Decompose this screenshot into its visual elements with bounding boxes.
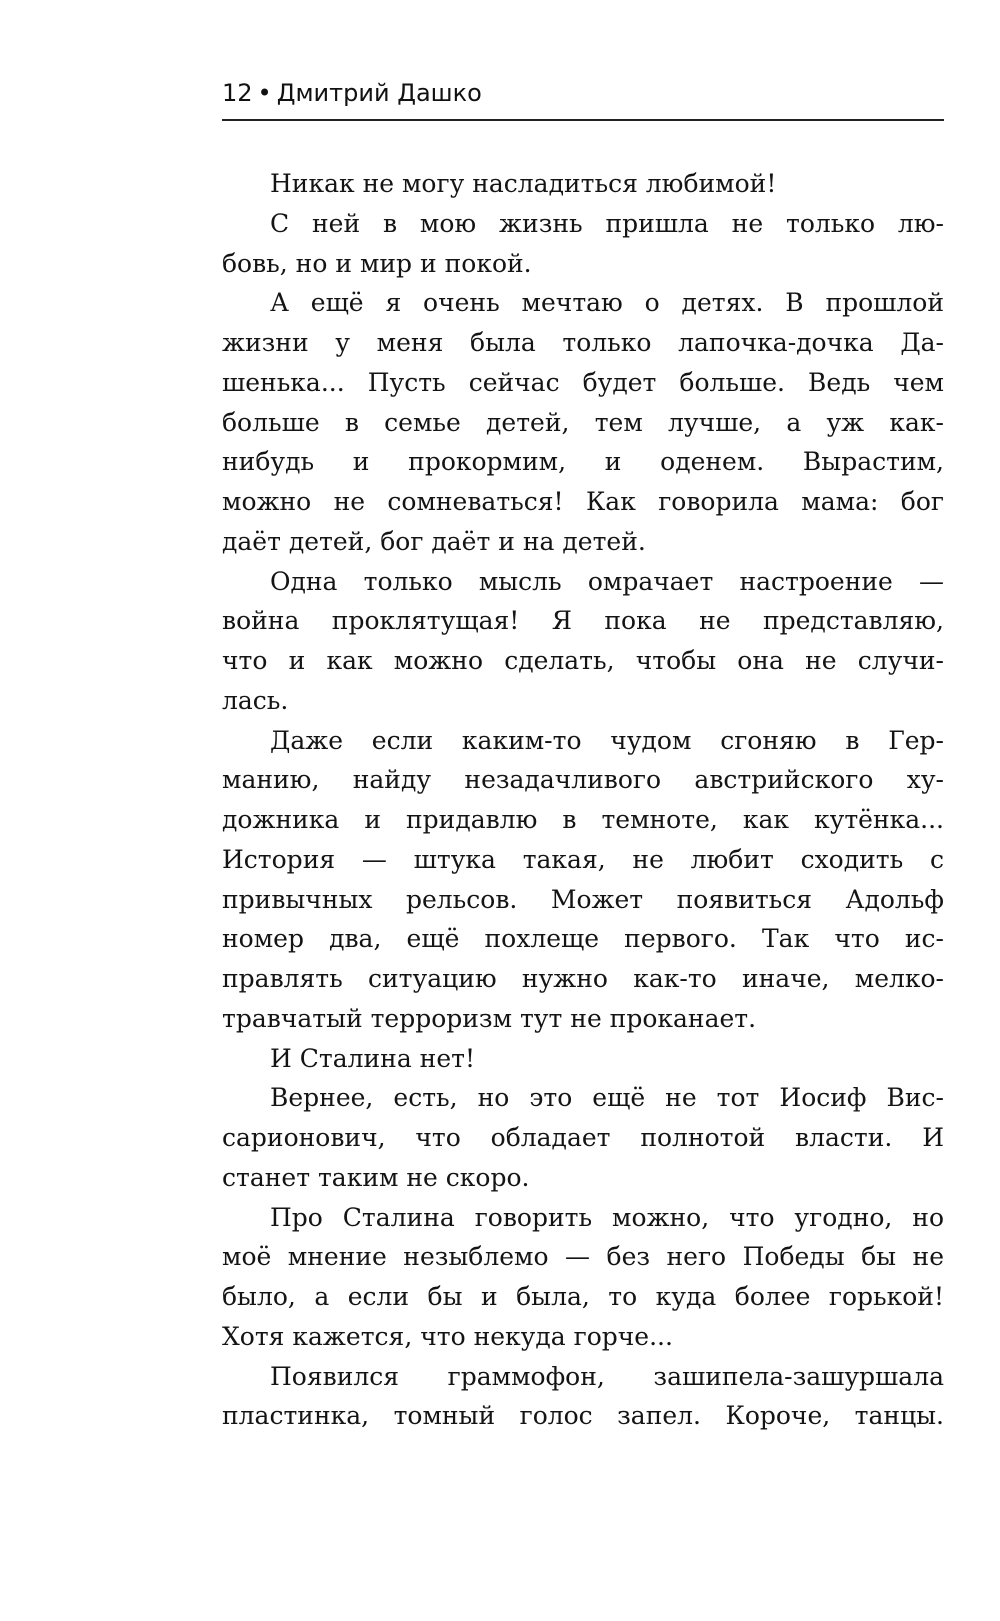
text-line: номер два, ещё похлеще первого. Так что ис- xyxy=(222,924,944,954)
text-line: можно не сомневаться! Как говорила мама: бог xyxy=(222,487,944,516)
text-line: было, а если бы и была, то куда более горькой! xyxy=(222,1282,944,1311)
text-line: А ещё я очень мечтаю о детях. В прошлой xyxy=(270,288,944,318)
text-line: сарионович, что обладает полнотой власти. И xyxy=(222,1123,944,1152)
paragraph xyxy=(222,1198,944,1357)
paragraph xyxy=(222,562,944,721)
text-line: даёт детей, бог даёт и на детей. xyxy=(222,526,646,556)
text-line: лась. xyxy=(222,685,289,715)
paragraph xyxy=(222,204,944,284)
text-line: Про Сталина говорить можно, что угодно, но xyxy=(270,1202,944,1232)
text-line: привычных рельсов. Может появиться Адольф xyxy=(222,884,944,914)
text-line: жизни у меня была только лапочка-дочка Да- xyxy=(222,328,944,357)
body-text xyxy=(222,164,944,1436)
text-line: Никак не могу насладиться любимой! xyxy=(270,169,777,198)
header-rule xyxy=(222,119,944,121)
text-line: Хотя кажется, что некуда горче... xyxy=(222,1321,673,1351)
text-line: моё мнение незыблемо — без него Победы бы не xyxy=(222,1242,944,1272)
text-line: шенька... Пусть сейчас будет больше. Ведь чем xyxy=(222,367,944,397)
text-line: Появился граммофон, зашипела-зашуршала xyxy=(270,1361,944,1391)
paragraph xyxy=(222,1357,944,1437)
author-name: Дмитрий Дашко xyxy=(276,79,482,107)
paragraph xyxy=(222,721,944,1039)
header-separator: • xyxy=(257,79,272,107)
paragraph xyxy=(222,1078,944,1197)
book-page xyxy=(222,0,944,1621)
running-head xyxy=(222,76,482,110)
text-line: С ней в мою жизнь пришла не только лю- xyxy=(270,208,944,238)
text-line: правлять ситуацию нужно как-то иначе, мелко- xyxy=(222,964,944,993)
text-line: дожника и придавлю в темноте, как кутёнка... xyxy=(222,805,944,834)
text-line: станет таким не скоро. xyxy=(222,1162,530,1192)
text-line: манию, найду незадачливого австрийского ху- xyxy=(222,765,944,795)
text-line: бовь, но и мир и покой. xyxy=(222,248,532,278)
paragraph xyxy=(222,1039,944,1079)
text-line: И Сталина нет! xyxy=(270,1043,476,1073)
paragraph xyxy=(222,164,944,204)
text-line: Даже если каким-то чудом сгоняю в Гер- xyxy=(270,725,944,755)
text-line: Одна только мысль омрачает настроение — xyxy=(270,566,944,596)
text-line: Вернее, есть, но это ещё не тот Иосиф Вис- xyxy=(270,1083,944,1113)
text-line: нибудь и прокормим, и оденем. Вырастим, xyxy=(222,447,944,477)
text-line: История — штука такая, не любит сходить с xyxy=(222,844,944,874)
page-number: 12 xyxy=(222,79,253,107)
paragraph xyxy=(222,283,944,561)
text-line: больше в семье детей, тем лучше, а уж как- xyxy=(222,407,944,437)
text-line: что и как можно сделать, чтобы она не случи- xyxy=(222,646,944,675)
text-line: война проклятущая! Я пока не представляю, xyxy=(222,606,944,636)
text-line: травчатый терроризм тут не проканает. xyxy=(222,1003,757,1033)
text-line: пластинка, томный голос запел. Короче, танцы. xyxy=(222,1401,944,1431)
